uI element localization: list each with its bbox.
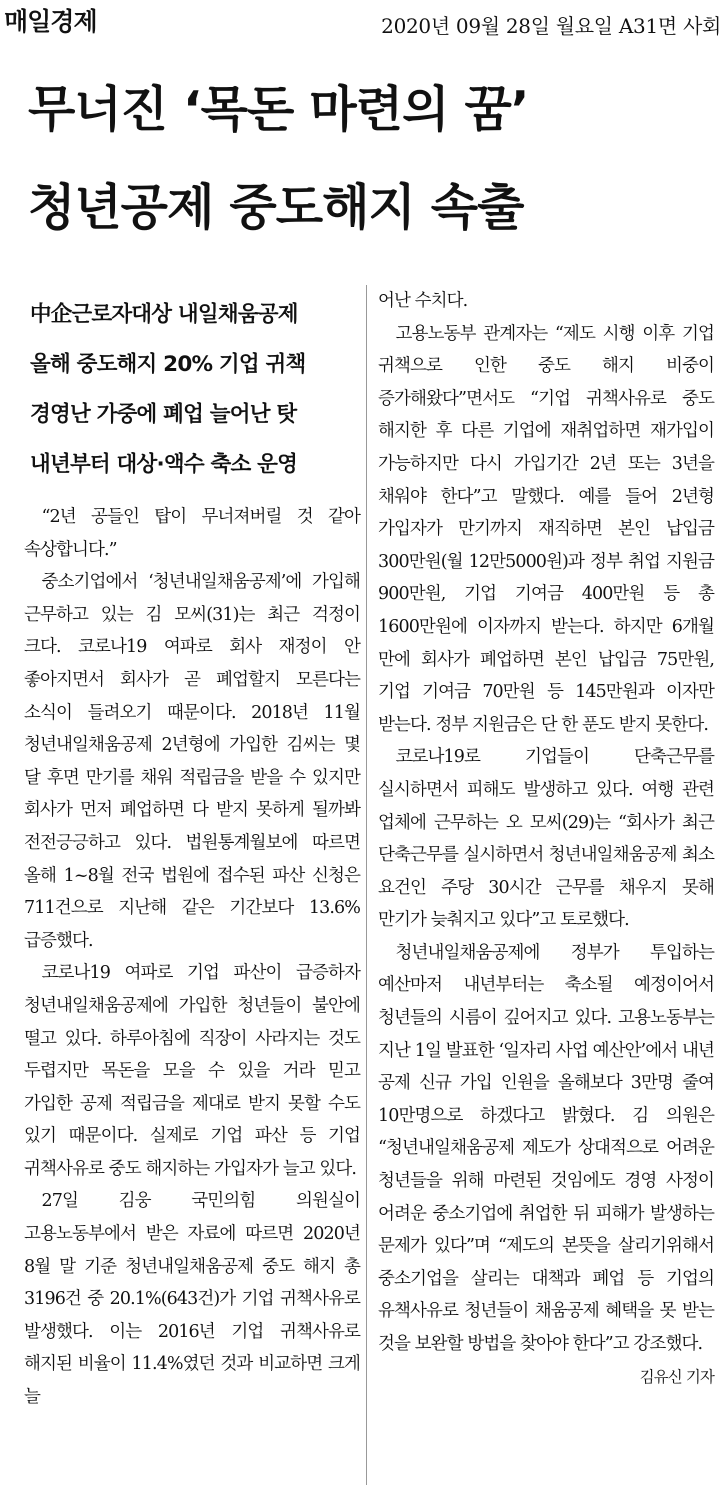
article-paragraph: 고용노동부 관계자는 “제도 시행 이후 기업 귀책으로 인한 중도 해지 비중이 증가해왔다”면서도 “기업 귀책사유로 중도 해지한 후 다른 기업에 재취업하면 재가입이 가능하지만 다시 가입기간 2년 또는 3년을 채워야 한다”고 말했다. 예를 들어 2년형 가입자가 만기까지 재직하면 본인 납입금 300만원(월 12만5000원)과 정부 취업 지원금 900만원, 기업 기여금 400만원 등 총 1600만원에 이자까지 받는다. 하지만 6개월 만에 회사가 폐업하면 본인 납입금 75만원, 기업 기여금 70만원 등 145만원과 이자만 받는다. 정부 지원금은 단 한 푼도 받지 못한다. <box>378 323 714 735</box>
edition-info: 2020년 09월 28일 월요일 A31면 사회 <box>381 14 721 38</box>
article-paragraph <box>378 937 714 1386</box>
reporter-byline: 김유신 기자 <box>639 1367 714 1386</box>
article-paragraph: 코로나19로 기업들이 단축근무를 실시하면서 피해도 발생하고 있다. 여행 관련 업체에 근무하는 오 모씨(29)는 “회사가 최근 단축근무를 실시하면서 청년내일채움공제 최소 요건인 주당 30시간 근무를 채우지 못해 만기가 늦춰지고 있다”고 토로했다. <box>378 747 714 931</box>
article-paragraph: “2년 공들인 탑이 무너져버릴 것 같아 속상합니다.” <box>24 507 360 560</box>
article-continuation: 어난 수치다. <box>378 291 468 311</box>
article-column-right <box>378 285 714 1393</box>
article-paragraph-text: 청년내일채움공제에 정부가 투입하는 예산마저 내년부터는 축소될 예정이어서 청년들의 시름이 깊어지고 있다. 고용노동부는 지난 1일 발표한 ‘일자리 사업 예산안’에서 내년 공제 신규 가입 인원을 올해보다 3만명 줄여 10만명으로 하겠다고 밝혔다. 김 의원은 “청년내일채움공제 제도가 상대적으로 어려운 청년들을 위해 마련된 것임에도 경영 사정이 어려운 중소기업에 취업한 뒤 피해가 발생하는 문제가 있다”며 “제도의 본뜻을 살리기위해서 중소기업을 살리는 대책과 폐업 등 기업의 유책사유로 청년들이 채움공제 혜택을 못 받는 것을 보완할 방법을 찾아야 한다”고 강조했다. <box>378 942 714 1354</box>
article-paragraph: 중소기업에서 ‘청년내일채움공제’에 가입해 근무하고 있는 김 모씨(31)는 최근 걱정이 크다. 코로나19 여파로 회사 재정이 안 좋아지면서 회사가 곧 폐업할지 모른다는 소식이 들려오기 때문이다. 2018년 11월 청년내일채움공제 2년형에 가입한 김씨는 몇 달 후면 만기를 채워 적립금을 받을 수 있지만 회사가 먼저 폐업하면 다 받지 못하게 될까봐 전전긍긍하고 있다. 법원통계월보에 따르면 올해 1~8월 전국 법원에 접수된 파산 신청은 711건으로 지난해 같은 기간보다 13.6% 급증했다. <box>24 572 360 951</box>
subheadline-1: 中企근로자대상 내일채움공제 <box>30 302 298 327</box>
masthead <box>0 0 727 40</box>
column-divider <box>366 285 367 1485</box>
subheadline-2: 올해 중도해지 20% 기업 귀책 <box>30 352 306 377</box>
article-column-left <box>24 501 360 1414</box>
subheadline-3: 경영난 가중에 폐업 늘어난 탓 <box>30 402 297 427</box>
headline-line-2: 청년공제 중도해지 속출 <box>28 179 524 236</box>
subheadline-block <box>30 290 360 490</box>
article-paragraph: 코로나19 여파로 기업 파산이 급증하자 청년내일채움공제에 가입한 청년들이 불안에 떨고 있다. 하루아침에 직장이 사라지는 것도 두렵지만 목돈을 모을 수 있을 거라 믿고 가입한 공제 적립금을 제대로 받지 못할 수도 있기 때문이다. 실제로 기업 파산 등 기업 귀책사유로 중도 해지하는 가입자가 늘고 있다. <box>24 963 360 1179</box>
article-paragraph: 27일 김웅 국민의힘 의원실이 고용노동부에서 받은 자료에 따르면 2020년 8월 말 기준 청년내일채움공제 중도 해지 총 3196건 중 20.1%(643건)가 기업 귀책사유로 발생했다. 이는 2016년 기업 귀책사유로 해지된 비율이 11.4%였던 것과 비교하면 크게 늘 <box>24 1191 360 1408</box>
headline-line-1: 무너진 ‘목돈 마련의 꿈’ <box>28 81 529 138</box>
newspaper-name: 매일경제 <box>4 7 97 36</box>
subheadline-4: 내년부터 대상·액수 축소 운영 <box>30 452 298 477</box>
